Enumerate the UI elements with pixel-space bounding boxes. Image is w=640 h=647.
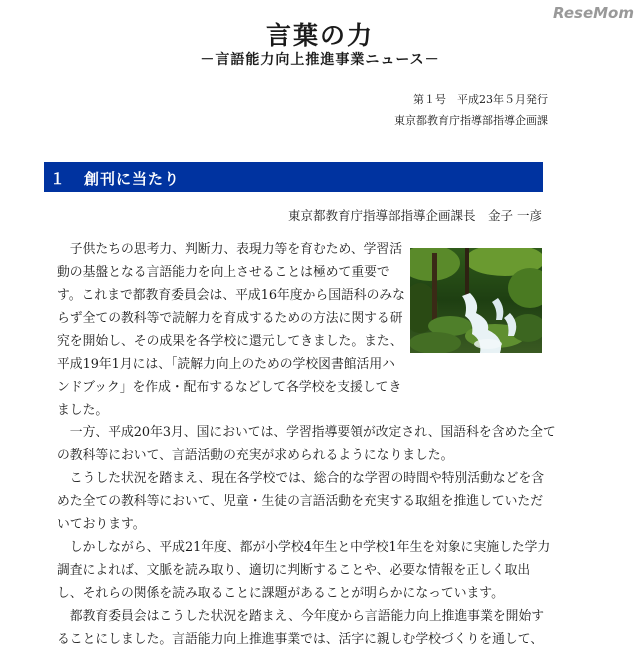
body-line: めた全ての教科等において、児童・生徒の言語活動を充実する取組を推進していただ	[57, 494, 544, 509]
body-line: 平成19年1月には、「読解力向上のための学校図書館活用ハ	[57, 357, 395, 372]
body-line: し、それらの関係を読み取ることに課題があることが明らかになっています。	[57, 586, 504, 601]
body-line: 究を開始し、その成果を各学校に還元してきました。また、	[57, 334, 403, 349]
body-line: 子供たちの思考力、判断力、表現力等を育むため、学習活	[57, 242, 403, 257]
section-title: 創刊に当たり	[84, 170, 181, 188]
body-line: 調査によれば、文脈を読み取り、適切に判断することや、必要な情報を正しく取出	[57, 563, 531, 578]
waterfall-photo	[410, 248, 542, 353]
issue-info: 第１号 平成23年５月発行	[413, 93, 548, 106]
body-line: しかしながら、平成21年度、都が小学校4年生と中学校1年生を対象に実施した学力	[57, 540, 551, 555]
body-line: の教科等において、言語活動の充実が求められるようになりました。	[57, 448, 454, 463]
newsletter-subtitle: －言語能力向上推進事業ニュース－	[200, 52, 440, 68]
body-line: 都教育委員会はこうした状況を踏まえ、今年度から言語能力向上推進事業を開始す	[57, 609, 545, 624]
body-line: こうした状況を踏まえ、現在各学校では、総合的な学習の時間や特別活動などを含	[57, 471, 545, 486]
section-number: １	[50, 170, 66, 188]
body-line: ンドブック」を作成・配布するなどして各学校を支援してき	[57, 380, 402, 395]
body-line: ました。	[57, 403, 109, 418]
department-name: 東京都教育庁指導部指導企画課	[394, 114, 548, 127]
body-line: 一方、平成20年3月、国においては、学習指導要領が改定され、国語科を含めた全て	[57, 425, 556, 440]
body-line: す。これまで都教育委員会は、平成16年度から国語科のみな	[57, 288, 405, 303]
body-line: 動の基盤となる言語能力を向上させることは極めて重要で	[57, 265, 390, 280]
body-line: ることにしました。言語能力向上推進事業では、活字に親しむ学校づくりを通して、	[57, 632, 544, 647]
body-line: いております。	[57, 517, 146, 532]
author-line: 東京都教育庁指導部指導企画課長 金子 一彦	[288, 208, 542, 223]
site-logo: ReseMom	[553, 4, 634, 22]
body-line: らず全ての教科等で読解力を育成するための方法に関する研	[57, 311, 403, 326]
newsletter-title: 言葉の力	[265, 21, 374, 50]
